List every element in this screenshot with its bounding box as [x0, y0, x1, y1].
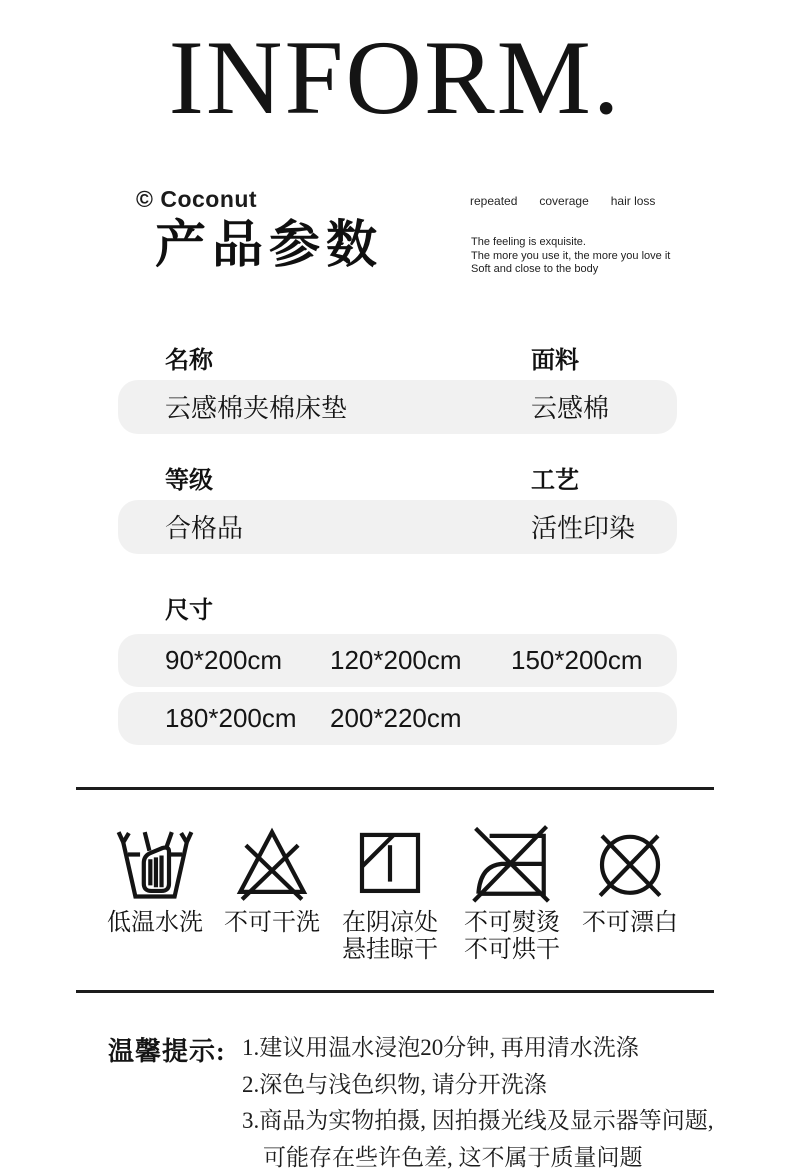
- spec-label-craft: 工艺: [531, 467, 579, 494]
- size-value: 90*200cm: [165, 644, 283, 675]
- size-value: 180*200cm: [165, 702, 297, 733]
- spec-label-row: [118, 590, 677, 622]
- care-item: [445, 820, 579, 963]
- keyword-item: repeated: [470, 194, 518, 208]
- masthead-title: INFORM.: [168, 19, 622, 136]
- size-value: 200*220cm: [330, 702, 462, 733]
- page-title: 产品参数: [155, 216, 384, 273]
- spec-label-grade: 等级: [165, 467, 213, 494]
- tip-line: 1.建议用温水浸泡20分钟, 再用清水洗涤: [242, 1035, 639, 1060]
- size-value: 150*200cm: [511, 644, 643, 675]
- keyword-item: coverage: [539, 194, 589, 208]
- keyword-item: hair loss: [610, 194, 656, 208]
- no-dry-clean-icon: [230, 820, 314, 904]
- tagline-line: The more you use it, the more you love it: [471, 249, 671, 262]
- care-item: [323, 820, 457, 963]
- brand-logo: © Coconut: [136, 186, 258, 212]
- size-row: [118, 692, 677, 745]
- tip-line: 2.深色与浅色织物, 请分开洗涤: [242, 1071, 547, 1097]
- tagline-line: The feeling is exquisite.: [471, 236, 586, 248]
- care-label: 不可漂白: [582, 909, 678, 936]
- spec-value-name: 云感棉夹棉床垫: [165, 392, 348, 423]
- care-label: 不可干洗: [224, 909, 320, 936]
- tagline: [471, 236, 701, 277]
- care-item: [205, 820, 339, 936]
- spec-value-craft: 活性印染: [531, 512, 636, 543]
- no-iron-no-tumble-icon: [470, 820, 554, 904]
- hand-wash-low-temp-icon: [113, 820, 197, 904]
- size-row: [118, 634, 677, 687]
- shade-hang-dry-icon: [348, 820, 432, 904]
- no-bleach-icon: [588, 820, 672, 904]
- spec-label-size: 尺寸: [165, 597, 213, 624]
- tips-heading: 温馨提示:: [108, 1037, 226, 1066]
- spec-value-fabric: 云感棉: [531, 392, 610, 423]
- spec-value-row: [118, 500, 677, 554]
- care-label: 在阴凉处 悬挂晾干: [342, 909, 438, 963]
- care-item: [563, 820, 697, 936]
- size-value: 120*200cm: [330, 644, 462, 675]
- spec-label-row: [118, 340, 677, 372]
- tagline-line: Soft and close to the body: [471, 263, 599, 275]
- spec-label-name: 名称: [165, 347, 213, 374]
- tip-line: 3.商品为实物拍摄, 因拍摄光线及显示器等问题,: [242, 1108, 714, 1133]
- spec-label-row: [118, 460, 677, 492]
- tips-list: [242, 1030, 714, 1173]
- tip-line-continuation: 可能存在些许色差, 这不属于质量问题: [263, 1144, 643, 1170]
- spec-label-fabric: 面料: [531, 347, 579, 374]
- keyword-list: [470, 194, 655, 208]
- spec-value-grade: 合格品: [165, 512, 244, 543]
- divider: [76, 990, 714, 993]
- spec-value-row: [118, 380, 677, 434]
- care-label: 低温水洗: [107, 909, 203, 936]
- care-label: 不可熨烫 不可烘干: [464, 909, 560, 963]
- divider: [76, 787, 714, 790]
- care-item: [88, 820, 222, 936]
